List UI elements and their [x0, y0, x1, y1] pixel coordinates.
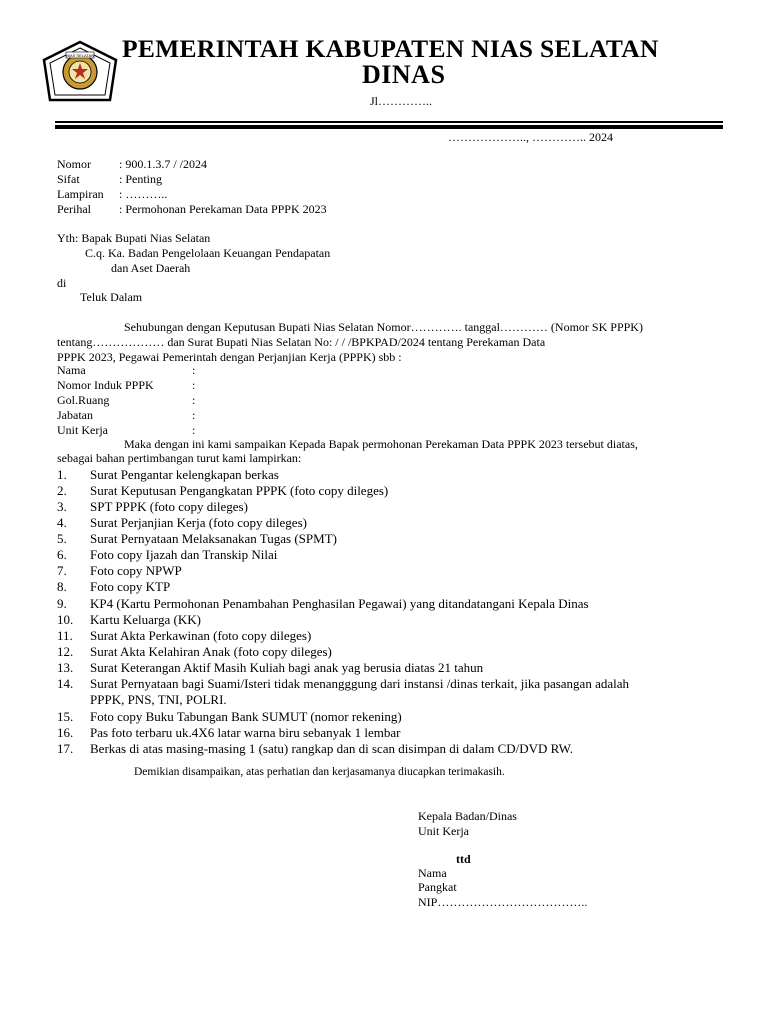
- list-item: [0, 644, 768, 660]
- field-row-nama: [57, 363, 195, 378]
- list-item-text: KP4 (Kartu Permohonan Penambahan Penghasilan Pegawai) yang ditandatangani Kepala Dinas: [90, 596, 589, 611]
- letterhead-rule-thin: [55, 121, 723, 123]
- signature-name: Nama: [418, 866, 447, 880]
- list-item-text: Surat Keputusan Pengangkatan PPPK (foto copy dileges): [90, 483, 389, 498]
- list-item-text: Surat Akta Kelahiran Anak (foto copy dileges): [90, 644, 332, 659]
- list-item-number: 5.: [57, 531, 67, 546]
- meta-label: Nomor: [57, 157, 91, 171]
- signature-position: Kepala Badan/Dinas: [418, 809, 517, 823]
- list-item: [0, 483, 768, 499]
- meta-value: : Penting: [119, 172, 163, 186]
- field-label: Unit Kerja: [57, 423, 108, 437]
- list-item-text-continued: PPPK, PNS, TNI, POLRI.: [90, 692, 227, 707]
- meta-label: Sifat: [57, 172, 80, 186]
- letterhead-title: PEMERINTAH KABUPATEN NIAS SELATAN: [122, 34, 659, 63]
- list-item-number: 8.: [57, 579, 67, 594]
- list-item: [0, 596, 768, 612]
- list-item-text: Foto copy NPWP: [90, 563, 182, 578]
- meta-value: : ………..: [119, 187, 168, 201]
- list-item-text: Pas foto terbaru uk.4X6 latar warna biru sebanyak 1 lembar: [90, 725, 401, 740]
- field-row-golongan: [57, 393, 195, 408]
- list-item: [0, 612, 768, 628]
- list-item: [0, 725, 768, 741]
- letterhead-address: Jl…………..: [370, 94, 433, 108]
- list-item-text: Kartu Keluarga (KK): [90, 612, 201, 627]
- recipient-line1: Yth: Bapak Bupati Nias Selatan: [57, 231, 211, 245]
- field-row-nip: [57, 378, 195, 393]
- field-colon: :: [192, 393, 196, 407]
- body-para1-line1: Sehubungan dengan Keputusan Bupati Nias Selatan Nomor…………. tanggal………… (Nomor SK PPPK): [124, 320, 643, 334]
- list-item-number: 13.: [57, 660, 74, 675]
- list-item: [0, 579, 768, 595]
- attachments-list: [0, 467, 768, 757]
- field-label: Gol.Ruang: [57, 393, 110, 407]
- list-item-number: 1.: [57, 467, 67, 482]
- meta-row-perihal: [57, 202, 327, 217]
- field-colon: :: [192, 363, 196, 377]
- meta-row-nomor: [57, 157, 327, 172]
- letterhead-office: DINAS: [362, 60, 446, 89]
- list-item-number: 7.: [57, 563, 67, 578]
- recipient-line2: C.q. Ka. Badan Pengelolaan Keuangan Pendapatan: [85, 246, 331, 260]
- letter-meta: [57, 157, 327, 217]
- signature-nip: NIP………………………………..: [418, 895, 588, 909]
- body-para2-line2: sebagai bahan pertimbangan turut kami lampirkan:: [57, 451, 302, 465]
- signature-unit: Unit Kerja: [418, 824, 469, 838]
- list-item-number: 11.: [57, 628, 73, 643]
- meta-row-sifat: [57, 172, 327, 187]
- field-colon: :: [192, 423, 196, 437]
- list-item-number: 14.: [57, 676, 74, 691]
- list-item-text: Foto copy Ijazah dan Transkip Nilai: [90, 547, 278, 562]
- body-para2-line1: Maka dengan ini kami sampaikan Kepada Bapak permohonan Perekaman Data PPPK 2023 tersebut diatas,: [124, 437, 638, 451]
- meta-value: : 900.1.3.7 / /2024: [119, 157, 208, 171]
- list-item-text: Surat Akta Perkawinan (foto copy dileges): [90, 628, 312, 643]
- list-item-text: SPT PPPK (foto copy dileges): [90, 499, 248, 514]
- list-item: [0, 709, 768, 725]
- place-date: ……………….., ………….. 2024: [448, 130, 613, 144]
- list-item: [0, 531, 768, 547]
- list-item: [0, 563, 768, 579]
- logo-text: NIAS SELATAN: [65, 52, 95, 58]
- list-item: [0, 660, 768, 676]
- body-para1-line3: PPPK 2023, Pegawai Pemerintah dengan Perjanjian Kerja (PPPK) sbb :: [57, 350, 402, 364]
- list-item-text: Surat Perjanjian Kerja (foto copy dileges): [90, 515, 307, 530]
- signature-ttd: ttd: [456, 852, 471, 866]
- list-item-number: 4.: [57, 515, 67, 530]
- list-item: [0, 515, 768, 531]
- list-item: [0, 676, 768, 708]
- meta-label: Perihal: [57, 202, 91, 216]
- meta-value: : Permohonan Perekaman Data PPPK 2023: [119, 202, 327, 216]
- list-item-text: Foto copy KTP: [90, 579, 171, 594]
- list-item-number: 6.: [57, 547, 67, 562]
- field-colon: :: [192, 408, 196, 422]
- list-item-number: 2.: [57, 483, 67, 498]
- list-item-text: Berkas di atas masing-masing 1 (satu) rangkap dan di scan disimpan di dalam CD/DVD RW.: [90, 741, 573, 756]
- employee-fields: [57, 363, 195, 438]
- letterhead-rule-thick: [55, 125, 723, 129]
- list-item: [0, 547, 768, 563]
- recipient-di: di: [57, 276, 67, 290]
- field-colon: :: [192, 378, 196, 392]
- meta-label: Lampiran: [57, 187, 104, 201]
- list-item-text: Surat Pernyataan bagi Suami/Isteri tidak menangggung dari instansi /dinas terkait, jika pasangan adalah: [90, 676, 629, 691]
- list-item-text: Surat Keterangan Aktif Masih Kuliah bagi anak yag berusia diatas 21 tahun: [90, 660, 484, 675]
- recipient-line3: dan Aset Daerah: [111, 261, 191, 275]
- field-row-unit-kerja: [57, 423, 195, 438]
- list-item-number: 9.: [57, 596, 67, 611]
- list-item-text: Foto copy Buku Tabungan Bank SUMUT (nomor rekening): [90, 709, 402, 724]
- field-label: Jabatan: [57, 408, 93, 422]
- list-item: [0, 741, 768, 757]
- list-item-number: 3.: [57, 499, 67, 514]
- list-item-number: 15.: [57, 709, 74, 724]
- field-label: Nomor Induk PPPK: [57, 378, 154, 392]
- list-item: [0, 499, 768, 515]
- body-para1-line2: tentang……………… dan Surat Bupati Nias Selatan No: / / /BPKPAD/2024 tentang Perekaman Data: [57, 335, 546, 349]
- list-item: [0, 467, 768, 483]
- list-item-number: 10.: [57, 612, 74, 627]
- list-item: [0, 628, 768, 644]
- list-item-text: Surat Pernyataan Melaksanakan Tugas (SPMT): [90, 531, 337, 546]
- meta-row-lampiran: [57, 187, 327, 202]
- field-row-jabatan: [57, 408, 195, 423]
- recipient-city: Teluk Dalam: [80, 290, 143, 304]
- list-item-number: 12.: [57, 644, 74, 659]
- closing-statement: Demikian disampaikan, atas perhatian dan kerjasamanya diucapkan terimakasih.: [134, 766, 505, 778]
- regency-logo: [40, 40, 120, 108]
- list-item-number: 16.: [57, 725, 74, 740]
- list-item-number: 17.: [57, 741, 74, 756]
- field-label: Nama: [57, 363, 86, 377]
- list-item-text: Surat Pengantar kelengkapan berkas: [90, 467, 279, 482]
- signature-rank: Pangkat: [418, 880, 457, 894]
